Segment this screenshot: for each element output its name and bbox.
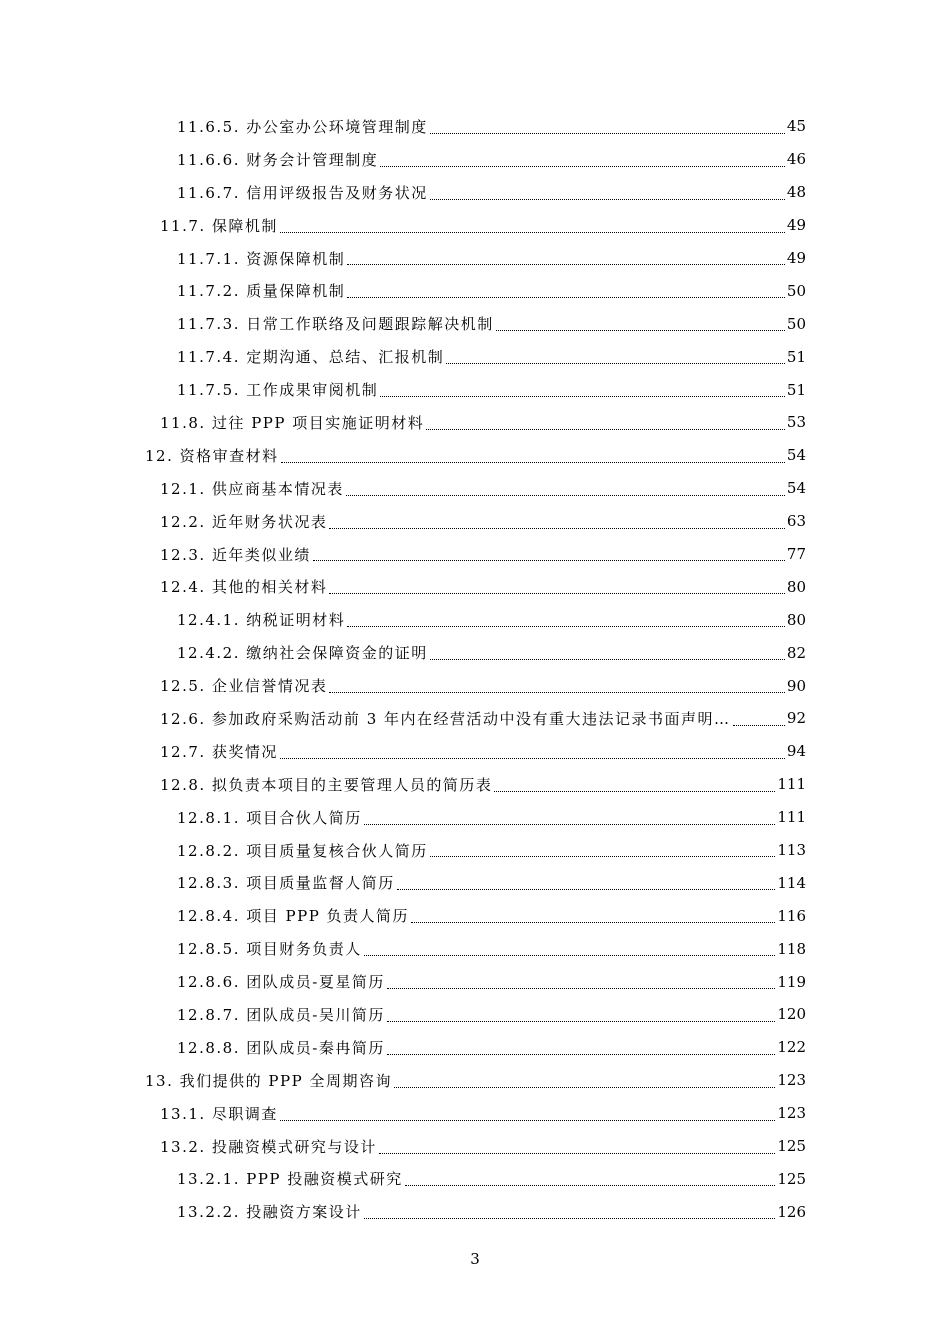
toc-entry[interactable] (0, 209, 950, 242)
toc-entry[interactable] (0, 998, 950, 1031)
toc-entry-title: 12.5. 企业信誉情况表 (160, 677, 328, 696)
dot-leader (364, 823, 776, 825)
toc-entry[interactable] (0, 1031, 950, 1064)
toc-entry[interactable] (0, 1163, 950, 1196)
toc-entry-page: 46 (786, 150, 806, 169)
toc-entry-page: 111 (777, 808, 806, 827)
toc-entry-title: 11.6.6. 财务会计管理制度 (177, 150, 379, 169)
toc-entry-page: 113 (777, 841, 806, 860)
toc-entry-page: 80 (786, 577, 806, 596)
toc-entry-title: 13.2.2. 投融资方案设计 (177, 1203, 362, 1222)
toc-entry-page: 116 (777, 906, 806, 925)
toc-entry-page: 53 (786, 413, 806, 432)
toc-entry-title: 12.8.6. 团队成员-夏星简历 (177, 973, 385, 992)
toc-entry-page: 50 (786, 281, 806, 300)
toc-entry[interactable] (0, 570, 950, 603)
toc-entry-page: 90 (786, 676, 806, 695)
toc-entry[interactable] (0, 274, 950, 307)
toc-entry-page: 54 (786, 479, 806, 498)
toc-entry-title: 12.8.7. 团队成员-吴川简历 (177, 1005, 385, 1024)
toc-entry-title: 11.6.5. 办公室办公环境管理制度 (177, 117, 428, 136)
toc-entry-page: 48 (786, 183, 806, 202)
toc-entry[interactable] (0, 373, 950, 406)
dot-leader (313, 559, 785, 561)
toc-entry-title: 12.8. 拟负责本项目的主要管理人员的简历表 (160, 775, 493, 794)
dot-leader (364, 954, 776, 956)
toc-entry[interactable] (0, 636, 950, 669)
dot-leader (430, 658, 785, 660)
dot-leader (496, 329, 785, 331)
toc-entry[interactable] (0, 176, 950, 209)
toc-entry[interactable] (0, 735, 950, 768)
toc-entry-title: 12.4.1. 纳税证明材料 (177, 611, 346, 630)
toc-entry-title: 12.7. 获奖情况 (160, 742, 278, 761)
toc-entry-title: 12.8.8. 团队成员-秦冉简历 (177, 1038, 385, 1057)
dot-leader (494, 790, 775, 792)
toc-entry-title: 13. 我们提供的 PPP 全周期咨询 (145, 1071, 392, 1090)
toc-entry-title: 11.7.5. 工作成果审阅机制 (177, 381, 379, 400)
dot-leader (446, 362, 785, 364)
toc-entry[interactable] (0, 669, 950, 702)
toc-entry-title: 12. 资格审查材料 (145, 446, 279, 465)
toc-entry[interactable] (0, 603, 950, 636)
toc-entry-title: 13.1. 尽职调查 (160, 1104, 278, 1123)
dot-leader (364, 1217, 776, 1219)
toc-entry-title: 12.1. 供应商基本情况表 (160, 479, 344, 498)
toc-entry[interactable] (0, 472, 950, 505)
dot-leader (411, 921, 775, 923)
dot-leader (280, 231, 785, 233)
dot-leader (329, 691, 784, 693)
toc-entry[interactable] (0, 1130, 950, 1163)
toc-entry-page: 126 (777, 1202, 806, 1221)
toc-entry[interactable] (0, 406, 950, 439)
dot-leader (280, 1119, 775, 1121)
page-number: 3 (470, 1250, 480, 1268)
toc-entry-title: 12.8.5. 项目财务负责人 (177, 940, 362, 959)
dot-leader (347, 625, 785, 627)
toc-entry[interactable] (0, 242, 950, 275)
dot-leader (380, 395, 785, 397)
toc-entry-page: 51 (786, 380, 806, 399)
dot-leader (379, 1152, 775, 1154)
toc-entry-page: 51 (786, 347, 806, 366)
dot-leader (346, 494, 785, 496)
toc-entry[interactable] (0, 932, 950, 965)
dot-leader (430, 132, 785, 134)
toc-entry-title: 13.2.1. PPP 投融资模式研究 (177, 1170, 403, 1189)
toc-entry-title: 12.4.2. 缴纳社会保障资金的证明 (177, 644, 428, 663)
toc-entry[interactable] (0, 505, 950, 538)
toc-entry[interactable] (0, 1195, 950, 1228)
toc-entry[interactable] (0, 538, 950, 571)
toc-entry-title: 11.7.4. 定期沟通、总结、汇报机制 (177, 348, 445, 367)
dot-leader (347, 296, 785, 298)
toc-entry-title: 12.4. 其他的相关材料 (160, 578, 328, 597)
toc-entry-title: 13.2. 投融资模式研究与设计 (160, 1137, 377, 1156)
toc-entry-title: 12.6. 参加政府采购活动前 3 年内在经营活动中没有重大违法记录书面声明… (160, 709, 731, 728)
toc-entry[interactable] (0, 965, 950, 998)
toc-entry-title: 11.7.3. 日常工作联络及问题跟踪解决机制 (177, 315, 494, 334)
toc-entry[interactable] (0, 834, 950, 867)
toc-entry-title: 12.8.1. 项目合伙人简历 (177, 808, 362, 827)
toc-entry-page: 123 (777, 1104, 806, 1123)
dot-leader (329, 527, 784, 529)
dot-leader (394, 1086, 775, 1088)
toc-entry[interactable] (0, 1064, 950, 1097)
toc-entry-title: 12.8.4. 项目 PPP 负责人简历 (177, 907, 410, 926)
dot-leader (280, 757, 785, 759)
toc-entry-page: 80 (786, 610, 806, 629)
toc-entry[interactable] (0, 340, 950, 373)
toc-entry-page: 125 (777, 1137, 806, 1156)
toc-entry-title: 11.8. 过往 PPP 项目实施证明材料 (160, 413, 425, 432)
toc-entry-page: 49 (786, 216, 806, 235)
toc-entry-title: 12.8.3. 项目质量监督人简历 (177, 874, 395, 893)
dot-leader (329, 592, 784, 594)
toc-entry-page: 63 (786, 512, 806, 531)
toc-entry[interactable] (0, 899, 950, 932)
dot-leader (387, 1020, 776, 1022)
toc-entry[interactable] (0, 866, 950, 899)
toc-entry[interactable] (0, 801, 950, 834)
toc-entry-page: 49 (786, 249, 806, 267)
dot-leader (430, 855, 776, 857)
toc-entry-page: 111 (777, 775, 806, 794)
toc-entry[interactable] (0, 143, 950, 176)
toc-entry-page: 54 (786, 446, 806, 465)
toc-entry[interactable] (0, 1097, 950, 1130)
toc-entry-page: 45 (786, 117, 806, 136)
dot-leader (387, 1053, 776, 1055)
toc-entry-page: 120 (777, 1005, 806, 1024)
toc-entry-title: 12.3. 近年类似业绩 (160, 545, 311, 564)
toc-entry-title: 11.6.7. 信用评级报告及财务状况 (177, 183, 428, 202)
toc-entry-page: 77 (786, 545, 806, 564)
table-of-contents (0, 110, 950, 1228)
toc-entry[interactable] (0, 439, 950, 472)
dot-leader (397, 888, 776, 890)
toc-entry-page: 94 (786, 742, 806, 761)
toc-entry-title: 11.7.2. 质量保障机制 (177, 282, 346, 301)
dot-leader (380, 165, 785, 167)
toc-entry-page: 114 (777, 873, 806, 892)
toc-entry-page: 122 (777, 1038, 806, 1057)
dot-leader (281, 461, 785, 463)
dot-leader (733, 724, 785, 726)
toc-entry-page: 118 (777, 939, 806, 958)
toc-entry-page: 125 (777, 1169, 806, 1188)
toc-entry-title: 12.2. 近年财务状况表 (160, 512, 328, 531)
dot-leader (387, 987, 776, 989)
toc-entry[interactable] (0, 110, 950, 143)
toc-entry-page: 92 (786, 709, 806, 728)
dot-leader (405, 1184, 776, 1186)
toc-entry-page: 119 (777, 972, 806, 991)
toc-entry-title: 11.7. 保障机制 (160, 216, 278, 235)
dot-leader (347, 263, 785, 265)
toc-entry[interactable] (0, 768, 950, 801)
toc-entry[interactable] (0, 702, 950, 735)
toc-entry-title: 11.7.1. 资源保障机制 (177, 249, 346, 268)
toc-entry[interactable] (0, 307, 950, 340)
dot-leader (430, 198, 785, 200)
toc-entry-title: 12.8.2. 项目质量复核合伙人简历 (177, 841, 428, 860)
dot-leader (426, 428, 785, 430)
toc-entry-page: 82 (786, 643, 806, 662)
toc-entry-page: 123 (777, 1071, 806, 1090)
toc-entry-page: 50 (786, 314, 806, 333)
